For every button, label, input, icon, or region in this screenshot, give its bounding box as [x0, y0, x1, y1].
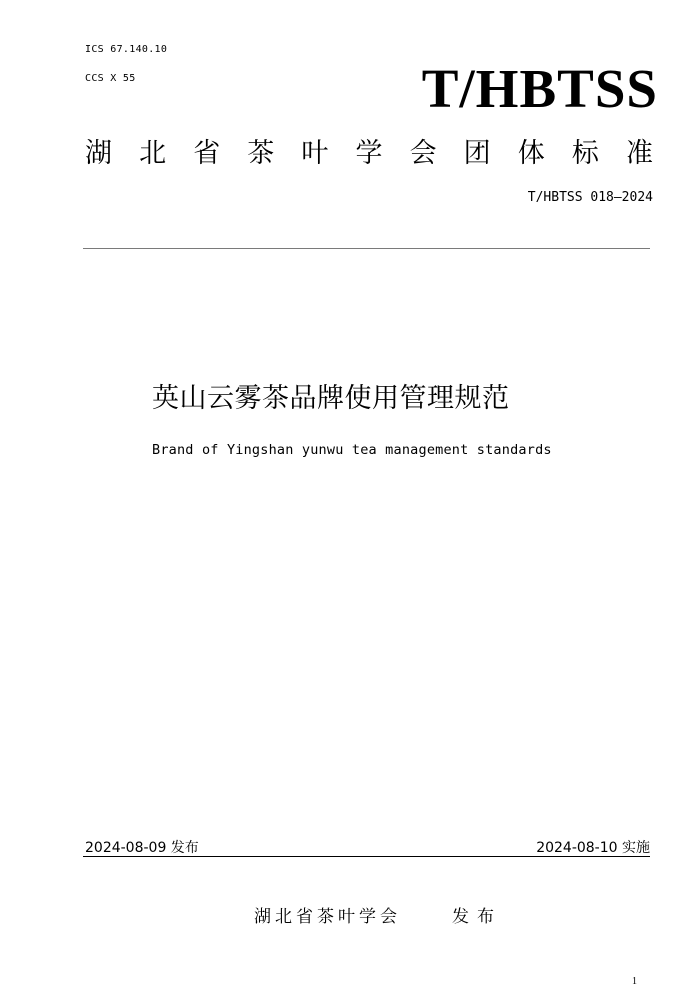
- org-char: 会: [409, 138, 437, 169]
- org-char: 省: [193, 138, 221, 169]
- org-char: 湖: [85, 138, 112, 169]
- ics-code: ICS 67.140.10: [85, 44, 168, 55]
- page-number: 1: [632, 976, 637, 987]
- document-subtitle-english: Brand of Yingshan yunwu tea management standards: [152, 442, 552, 458]
- publish-date: 2024-08-09 发布: [85, 840, 199, 856]
- org-char: 体: [517, 138, 545, 169]
- organization-standard-heading: [85, 136, 653, 172]
- header-divider: [83, 248, 650, 249]
- ccs-code: CCS X 55: [85, 73, 136, 84]
- org-char: 北: [139, 138, 167, 169]
- org-char: 团: [463, 138, 491, 169]
- document-title: 英山云雾茶品牌使用管理规范: [152, 383, 510, 414]
- standard-logo: T/HBTSS: [421, 58, 658, 119]
- publish-action: 发布: [452, 907, 502, 927]
- org-char: 茶: [247, 138, 275, 169]
- standard-number: T/HBTSS 018—2024: [527, 190, 653, 205]
- org-char: 准: [625, 138, 653, 169]
- org-char: 学: [355, 138, 383, 169]
- effective-date: 2024-08-10 实施: [536, 840, 650, 856]
- footer-divider: [83, 856, 650, 857]
- publisher-name: 湖北省茶叶学会: [254, 907, 401, 927]
- org-char: 叶: [301, 138, 329, 169]
- org-char: 标: [571, 138, 599, 169]
